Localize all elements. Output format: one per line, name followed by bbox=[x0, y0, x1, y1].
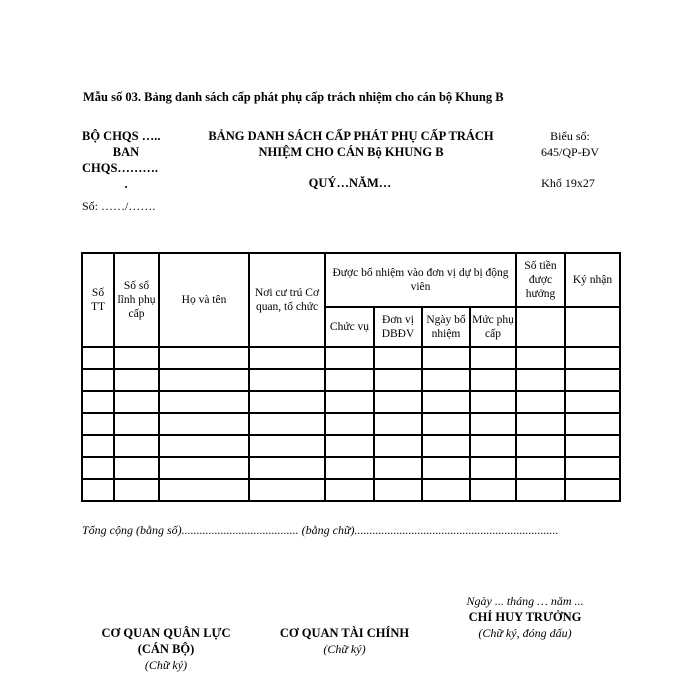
table-cell bbox=[159, 347, 249, 369]
table-cell bbox=[422, 435, 470, 457]
table-row bbox=[82, 435, 620, 457]
table-cell bbox=[374, 391, 422, 413]
table-cell bbox=[325, 413, 374, 435]
table-cell bbox=[470, 435, 516, 457]
signature-military-agency bbox=[86, 625, 246, 673]
table-cell bbox=[565, 413, 620, 435]
table-cell bbox=[422, 391, 470, 413]
table-cell bbox=[82, 457, 114, 479]
table-cell bbox=[82, 435, 114, 457]
main-title bbox=[186, 128, 516, 160]
table-cell bbox=[114, 457, 159, 479]
table-row bbox=[82, 369, 620, 391]
table-row bbox=[82, 479, 620, 501]
table-row bbox=[82, 413, 620, 435]
table-cell bbox=[249, 479, 325, 501]
table-cell bbox=[82, 413, 114, 435]
main-title-line-2: NHIỆM CHO CÁN Bộ KHUNG B bbox=[258, 145, 444, 159]
table-cell bbox=[565, 391, 620, 413]
table-cell bbox=[470, 347, 516, 369]
table-cell bbox=[516, 479, 565, 501]
finance-agency-note: (Chữ ký) bbox=[323, 642, 366, 656]
header-unit-dbdv: Đơn vị DBĐV bbox=[374, 307, 422, 347]
form-code-label: Biểu số: bbox=[550, 129, 590, 143]
table-cell bbox=[159, 369, 249, 391]
form-code-value: 645/QP-ĐV bbox=[540, 145, 599, 159]
unit-line-4: . bbox=[124, 177, 128, 191]
header-residence: Nơi cư trú Cơ quan, tổ chức bbox=[249, 253, 325, 347]
table-row bbox=[82, 391, 620, 413]
table-cell bbox=[374, 435, 422, 457]
header-appointment-date: Ngày bổ nhiệm bbox=[422, 307, 470, 347]
table-cell bbox=[422, 457, 470, 479]
table-cell bbox=[249, 369, 325, 391]
table-cell bbox=[249, 435, 325, 457]
header-signature-blank bbox=[565, 307, 620, 347]
signature-commander bbox=[440, 609, 610, 641]
header-signature: Ký nhận bbox=[565, 253, 620, 307]
table-cell bbox=[374, 413, 422, 435]
table-cell bbox=[249, 347, 325, 369]
table-cell bbox=[114, 369, 159, 391]
unit-line-1: BỘ CHQS ….. bbox=[82, 129, 161, 143]
table-cell bbox=[325, 479, 374, 501]
header-position: Chức vụ bbox=[325, 307, 374, 347]
table-cell bbox=[516, 435, 565, 457]
table-cell bbox=[374, 457, 422, 479]
table-cell bbox=[325, 347, 374, 369]
table-cell bbox=[470, 413, 516, 435]
main-title-line-1: BẢNG DANH SÁCH CẤP PHÁT PHỤ CẤP TRÁCH bbox=[208, 129, 494, 143]
table-cell bbox=[159, 457, 249, 479]
table-cell bbox=[325, 391, 374, 413]
military-agency-note: (Chữ ký) bbox=[144, 658, 188, 672]
header-no: Số TT bbox=[82, 253, 114, 347]
unit-line-2: BAN bbox=[112, 145, 140, 159]
table-cell bbox=[470, 391, 516, 413]
table-cell bbox=[114, 413, 159, 435]
table-cell bbox=[565, 435, 620, 457]
header-amount-received: Số tiền được hưởng bbox=[516, 253, 565, 307]
commander-note: (Chữ ký, đóng dấu) bbox=[478, 626, 572, 640]
table-cell bbox=[422, 369, 470, 391]
total-line: Tổng cộng (bằng số)....................................... (bằng chữ).................................................................... bbox=[82, 523, 559, 537]
table-body bbox=[82, 347, 620, 501]
table-cell bbox=[374, 479, 422, 501]
table-row bbox=[82, 457, 620, 479]
table-cell bbox=[516, 413, 565, 435]
table-cell bbox=[516, 457, 565, 479]
table-cell bbox=[374, 369, 422, 391]
table-cell bbox=[325, 369, 374, 391]
table-cell bbox=[470, 457, 516, 479]
table-cell bbox=[470, 369, 516, 391]
unit-line-3: CHQS………. bbox=[82, 161, 159, 175]
table-cell bbox=[249, 391, 325, 413]
table-cell bbox=[565, 347, 620, 369]
header-amount-blank bbox=[516, 307, 565, 347]
table-cell bbox=[114, 435, 159, 457]
table-cell bbox=[82, 479, 114, 501]
table-cell bbox=[422, 347, 470, 369]
issuing-unit bbox=[82, 128, 170, 192]
form-title: Mẫu số 03. Bảng danh sách cấp phát phụ cấp trách nhiệm cho cán bộ Khung B bbox=[83, 90, 504, 104]
table-cell bbox=[470, 479, 516, 501]
table-cell bbox=[114, 347, 159, 369]
header-row-1 bbox=[82, 253, 620, 307]
table-cell bbox=[516, 369, 565, 391]
table-cell bbox=[374, 347, 422, 369]
military-agency-subtitle: (CÁN BỘ) bbox=[137, 642, 195, 656]
header-allowance-rate: Mức phụ cấp bbox=[470, 307, 516, 347]
table-cell bbox=[422, 413, 470, 435]
table-cell bbox=[114, 391, 159, 413]
signature-finance-agency bbox=[262, 625, 427, 657]
header-allowance-number: Số sổ lĩnh phụ cấp bbox=[114, 253, 159, 347]
table-cell bbox=[565, 457, 620, 479]
paper-size: Khổ 19x27 bbox=[541, 176, 595, 190]
table-row bbox=[82, 347, 620, 369]
table-cell bbox=[159, 435, 249, 457]
table-cell bbox=[159, 413, 249, 435]
allowance-table bbox=[81, 252, 621, 502]
table-cell bbox=[249, 413, 325, 435]
table-cell bbox=[249, 457, 325, 479]
table-cell bbox=[159, 391, 249, 413]
table-cell bbox=[422, 479, 470, 501]
form-code bbox=[530, 128, 610, 160]
table-cell bbox=[325, 435, 374, 457]
table-cell bbox=[159, 479, 249, 501]
quarter-year: QUÝ…NĂM… bbox=[308, 176, 392, 190]
table-cell bbox=[516, 391, 565, 413]
table-cell bbox=[325, 457, 374, 479]
table-cell bbox=[82, 391, 114, 413]
commander-title: CHỈ HUY TRƯỞNG bbox=[468, 610, 582, 624]
table-cell bbox=[565, 479, 620, 501]
table-cell bbox=[82, 369, 114, 391]
document-number: Số: ……/……. bbox=[82, 199, 156, 213]
table-cell bbox=[516, 347, 565, 369]
military-agency-title: CƠ QUAN QUÂN LỰC bbox=[101, 626, 231, 640]
table-cell bbox=[82, 347, 114, 369]
date-line: Ngày ... tháng … năm ... bbox=[466, 594, 584, 608]
header-appointed-group: Được bổ nhiệm vào đơn vị dự bị động viên bbox=[325, 253, 516, 307]
table-cell bbox=[114, 479, 159, 501]
table-cell bbox=[565, 369, 620, 391]
finance-agency-title: CƠ QUAN TÀI CHÍNH bbox=[279, 626, 410, 640]
header-full-name: Họ và tên bbox=[159, 253, 249, 347]
